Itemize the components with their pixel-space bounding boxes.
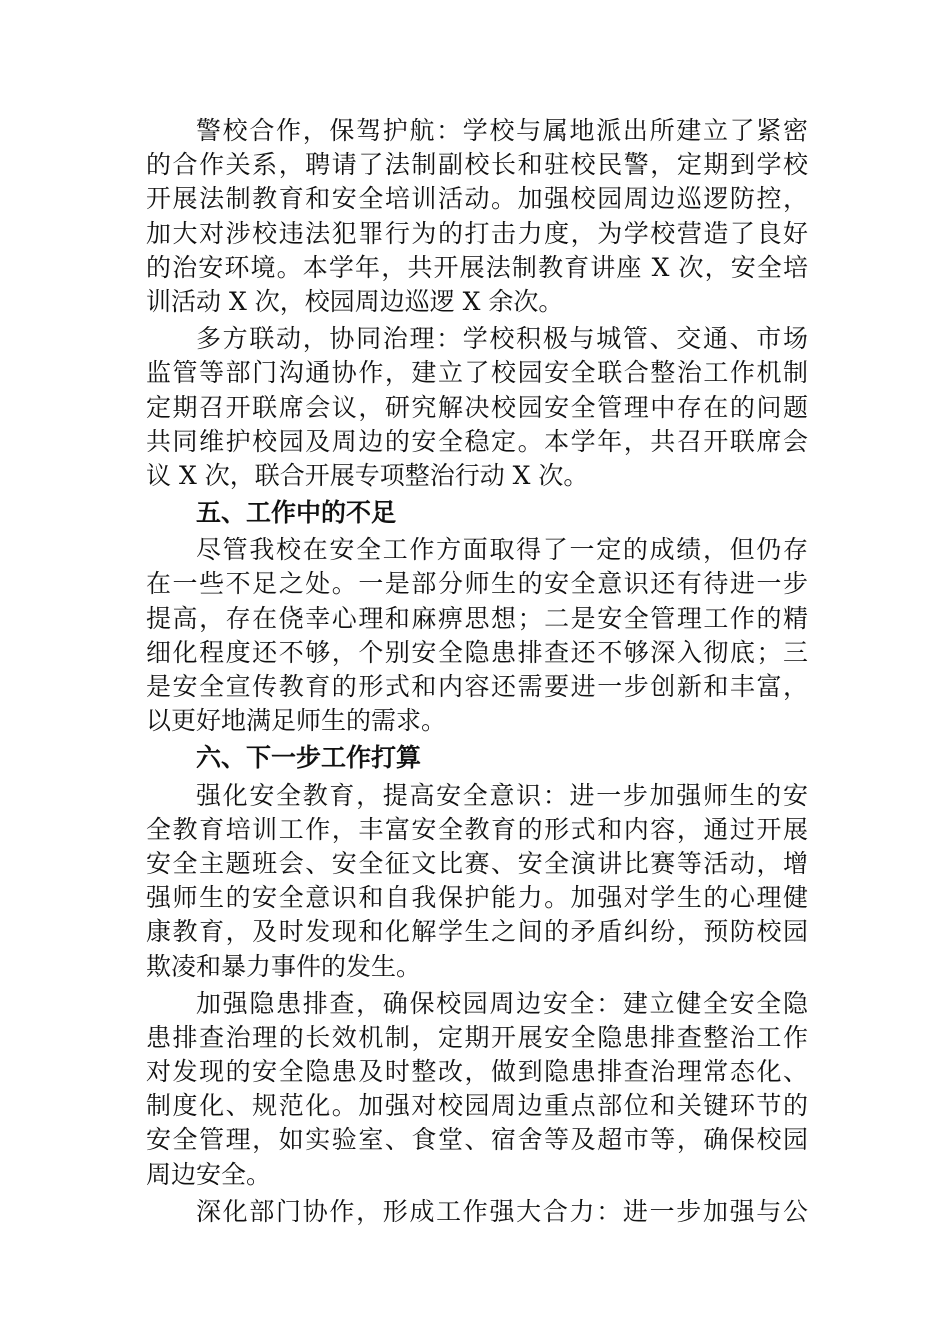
paragraph-line: 尽管我校在安全工作方面取得了一定的成绩，但仍存 — [196, 535, 808, 565]
paragraph-line: 加强隐患排查，确保校园周边安全：建立健全安全隐 — [196, 988, 808, 1018]
document-page — [146, 114, 808, 1232]
paragraph-line: 对发现的安全隐患及时整改，做到隐患排查治理常态化、 — [146, 1057, 808, 1087]
paragraph-line: 的合作关系，聘请了法制副校长和驻校民警，定期到学校 — [146, 150, 808, 180]
paragraph-line: 训活动 X 次，校园周边巡逻 X 余次。 — [146, 286, 564, 316]
paragraph-line: 定期召开联席会议，研究解决校园安全管理中存在的问题 — [146, 392, 808, 422]
paragraph-line: 以更好地满足师生的需求。 — [146, 706, 447, 736]
paragraph-police-school-cooperation — [146, 114, 808, 319]
paragraph-line: 细化程度还不够，个别安全隐患排查还不够深入彻底；三 — [146, 637, 808, 667]
paragraph-line: 的治安环境。本学年，共开展法制教育讲座 X 次，安全培 — [146, 252, 808, 282]
paragraph-line: 全教育培训工作，丰富安全教育的形式和内容，通过开展 — [146, 814, 808, 844]
paragraph-line: 深化部门协作，形成工作强大合力：进一步加强与公 — [196, 1196, 808, 1226]
paragraph-line: 周边安全。 — [146, 1159, 272, 1189]
paragraph-multi-party-governance — [146, 322, 808, 493]
paragraph-line: 欺凌和暴力事件的发生。 — [146, 951, 422, 981]
paragraph-line: 康教育，及时发现和化解学生之间的矛盾纠纷，预防校园 — [146, 917, 808, 947]
paragraph-hazard-inspection — [146, 987, 808, 1192]
paragraph-line: 安全主题班会、安全征文比赛、安全演讲比赛等活动，增 — [146, 848, 808, 878]
paragraph-line: 加大对涉校违法犯罪行为的打击力度，为学校营造了良好 — [146, 218, 808, 248]
paragraph-line: 强师生的安全意识和自我保护能力。加强对学生的心理健 — [146, 883, 808, 913]
paragraph-line: 共同维护校园及周边的安全稳定。本学年，共召开联席会 — [146, 426, 808, 456]
paragraph-line: 警校合作，保驾护航：学校与属地派出所建立了紧密 — [196, 116, 808, 145]
paragraph-line: 提高，存在侥幸心理和麻痹思想；二是安全管理工作的精 — [146, 603, 808, 633]
paragraph-line: 多方联动，协同治理：学校积极与城管、交通、市场 — [196, 324, 808, 354]
paragraph-safety-education — [146, 779, 808, 984]
section-heading-next-steps: 六、下一步工作打算 — [196, 743, 422, 773]
paragraph-department-cooperation — [146, 1195, 808, 1229]
paragraph-shortcomings — [146, 533, 808, 738]
paragraph-line: 监管等部门沟通协作，建立了校园安全联合整治工作机制 — [146, 358, 808, 388]
paragraph-line: 安全管理，如实验室、食堂、宿舍等及超市等，确保校园 — [146, 1125, 808, 1155]
paragraph-line: 患排查治理的长效机制，定期开展安全隐患排查整治工作 — [146, 1022, 808, 1052]
paragraph-line: 制度化、规范化。加强对校园周边重点部位和关键环节的 — [146, 1091, 808, 1121]
paragraph-line: 是安全宣传教育的形式和内容还需要进一步创新和丰富， — [146, 672, 808, 701]
paragraph-line: 在一些不足之处。一是部分师生的安全意识还有待进一步 — [146, 569, 808, 599]
paragraph-line: 强化安全教育，提高安全意识：进一步加强师生的安 — [196, 780, 808, 810]
paragraph-line: 开展法制教育和安全培训活动。加强校园周边巡逻防控， — [146, 184, 808, 214]
paragraph-line: 议 X 次，联合开展专项整治行动 X 次。 — [146, 460, 589, 490]
section-heading-shortcomings: 五、工作中的不足 — [196, 498, 397, 528]
